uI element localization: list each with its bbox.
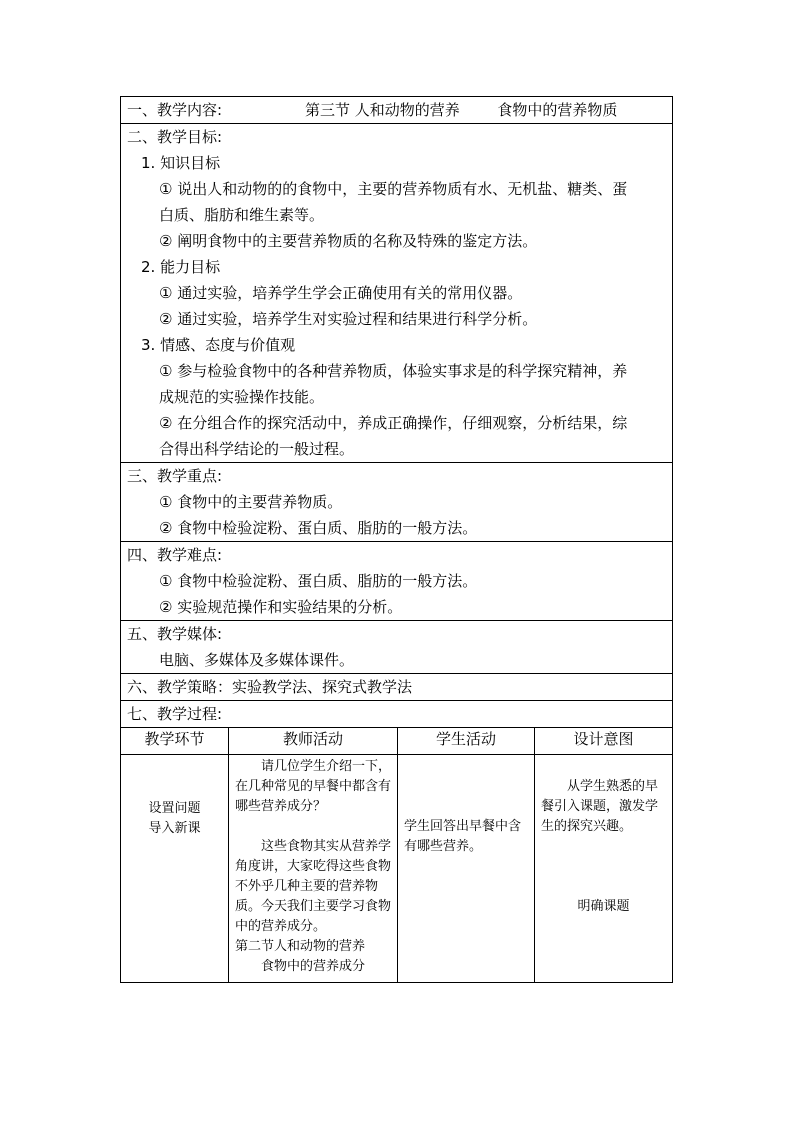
emotion-item-1b: 成规范的实验操作技能。 (159, 388, 325, 406)
student-text: 学生回答出早餐中含有哪些营养。 (404, 819, 522, 854)
column-header-student: 学生活动 (398, 728, 535, 755)
lesson-title: 第三节 人和动物的营养 (305, 101, 460, 119)
process-heading: 七、教学过程: (127, 705, 223, 723)
knowledge-item-1a: ① 说出人和动物的的食物中，主要的营养物质有水、无机盐、糖类、蛋 (159, 180, 628, 198)
lesson-plan (120, 96, 672, 983)
design-text-2: 明确课题 (577, 899, 630, 914)
difficulty-2: ② 实验规范操作和实验结果的分析。 (159, 598, 403, 616)
process-header-row (121, 728, 673, 755)
content-section (121, 97, 673, 124)
stage-line-1: 设置问题 (148, 801, 201, 816)
column-header-design: 设计意图 (535, 728, 673, 755)
design-text-1: 从学生熟悉的早餐引入课题，激发学生的探究兴趣。 (541, 779, 659, 834)
key-point-2: ② 食物中检验淀粉、蛋白质、脂肪的一般方法。 (159, 519, 478, 537)
column-header-teacher: 教师活动 (229, 728, 398, 755)
knowledge-item-2: ② 阐明食物中的主要营养物质的名称及特殊的鉴定方法。 (159, 232, 538, 250)
key-point-1: ① 食物中的主要营养物质。 (159, 493, 343, 511)
objectives-section (121, 124, 673, 463)
media-heading: 五、教学媒体: (127, 625, 223, 643)
difficulties-section (121, 542, 673, 621)
teacher-text-2: 这些食物其实从营养学角度讲，大家吃得这些食物不外乎几种主要的营养物质。今天我们主要学习食物中的营养成分。 (235, 839, 392, 934)
column-header-stage: 教学环节 (121, 728, 229, 755)
teacher-text-4: 食物中的营养成分 (261, 959, 366, 974)
knowledge-item-1b: 白质、脂肪和维生素等。 (159, 206, 325, 224)
strategy-section (121, 674, 673, 701)
process-row (121, 755, 673, 983)
teacher-text-3: 第二节人和动物的营养 (235, 939, 366, 954)
emotion-item-1a: ① 参与检验食物中的各种营养物质，体验实事求是的科学探究精神，养 (159, 362, 628, 380)
lesson-plan-table (120, 96, 673, 983)
teacher-text-1: 请几位学生介绍一下，在几种常见的早餐中都含有哪些营养成分？ (235, 759, 392, 814)
stage-line-2: 导入新课 (148, 821, 201, 836)
difficulties-heading: 四、教学难点: (127, 546, 223, 564)
media-section (121, 621, 673, 674)
design-intent-cell (535, 755, 673, 983)
ability-item-1: ① 通过实验，培养学生学会正确使用有关的常用仪器。 (159, 284, 523, 302)
content-label: 一、教学内容: (127, 101, 223, 119)
key-points-heading: 三、教学重点: (127, 467, 223, 485)
ability-title: 2. 能力目标 (141, 258, 221, 276)
emotion-item-2a: ② 在分组合作的探究活动中，养成正确操作，仔细观察，分析结果，综 (159, 414, 628, 432)
strategy-text: 六、教学策略：实验教学法、探究式教学法 (127, 678, 413, 696)
difficulty-1: ① 食物中检验淀粉、蛋白质、脂肪的一般方法。 (159, 572, 478, 590)
knowledge-title: 1. 知识目标 (141, 154, 221, 172)
stage-cell (121, 755, 229, 983)
emotion-item-2b: 合得出科学结论的一般过程。 (159, 440, 355, 458)
topic-title: 食物中的营养物质 (497, 101, 618, 119)
ability-item-2: ② 通过实验，培养学生对实验过程和结果进行科学分析。 (159, 310, 538, 328)
key-points-section (121, 463, 673, 542)
objectives-heading: 二、教学目标: (127, 128, 223, 146)
teacher-activity-cell (229, 755, 398, 983)
student-activity-cell (398, 755, 535, 983)
emotion-title: 3. 情感、态度与价值观 (141, 336, 296, 354)
media-content: 电脑、多媒体及多媒体课件。 (159, 651, 355, 669)
process-section (121, 701, 673, 728)
